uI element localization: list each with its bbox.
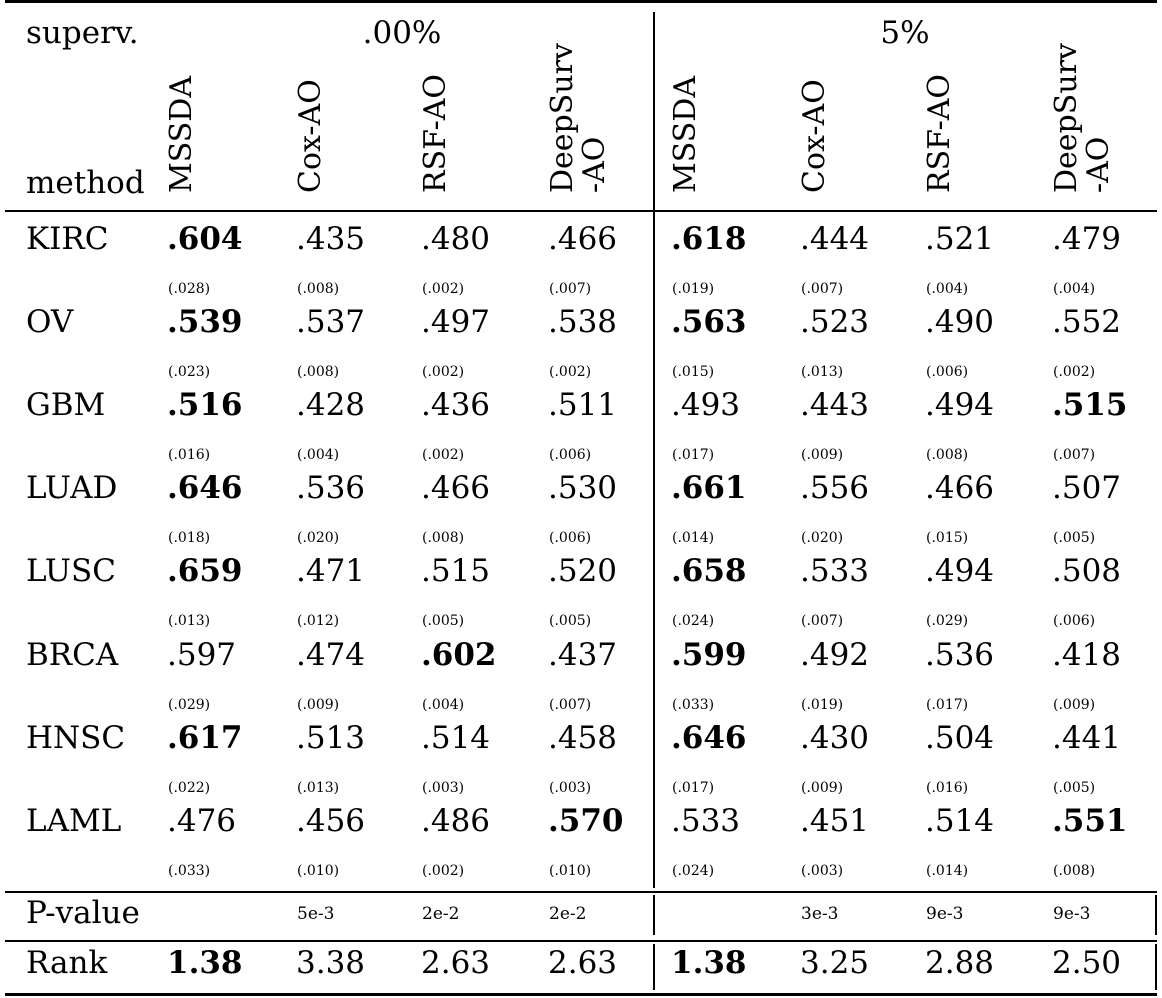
group-separator xyxy=(653,12,655,888)
value-cell: .428 xyxy=(296,387,366,424)
rank-cell: 3.38 xyxy=(296,945,366,981)
value-cell: .494 xyxy=(925,553,995,590)
value-cell: .659 xyxy=(167,553,243,590)
value-cell: .523 xyxy=(800,304,870,341)
std-cell: (.007) xyxy=(549,281,592,297)
std-cell: (.020) xyxy=(801,530,844,547)
rank-cell: 2.50 xyxy=(1052,945,1122,981)
rank-cell: 2.63 xyxy=(421,945,491,981)
std-cell: (.023) xyxy=(168,364,211,381)
value-cell: .476 xyxy=(167,802,237,839)
std-cell: (.010) xyxy=(549,862,592,879)
std-cell: (.016) xyxy=(926,779,969,796)
std-cell: (.007) xyxy=(801,281,844,297)
std-cell: (.016) xyxy=(168,447,211,464)
value-cell: .466 xyxy=(548,221,618,257)
superv-label: superv. xyxy=(26,15,139,51)
std-cell: (.005) xyxy=(422,613,465,630)
std-cell: (.002) xyxy=(549,364,592,381)
value-cell: .514 xyxy=(421,719,491,756)
pvalue-cell: 2e-2 xyxy=(422,904,460,924)
method-header-rsfao-g0 xyxy=(420,74,452,193)
std-cell: (.022) xyxy=(168,779,211,796)
std-cell: (.009) xyxy=(801,779,844,796)
method-header-mssda-g1 xyxy=(670,76,702,193)
value-cell: .444 xyxy=(800,221,870,257)
std-cell: (.005) xyxy=(1053,530,1096,547)
value-cell: .456 xyxy=(296,802,366,839)
value-cell: .602 xyxy=(421,636,497,673)
std-cell: (.024) xyxy=(672,862,715,879)
method-header-line: MSSDA xyxy=(164,75,199,193)
std-cell: (.017) xyxy=(926,696,969,713)
std-cell: (.017) xyxy=(672,779,715,796)
method-header-deepsurvao-g1 xyxy=(1051,43,1114,193)
value-cell: .458 xyxy=(548,719,618,756)
value-cell: .533 xyxy=(671,802,741,839)
method-label: method xyxy=(26,165,145,201)
row-label-luad: LUAD xyxy=(26,470,118,507)
std-cell: (.005) xyxy=(1053,779,1096,796)
row-label-kirc: KIRC xyxy=(26,221,109,257)
bottom-rule xyxy=(5,993,1157,996)
value-cell: .493 xyxy=(671,387,741,424)
value-cell: .552 xyxy=(1052,304,1122,341)
value-cell: .520 xyxy=(548,553,618,590)
rank-cell: 2.63 xyxy=(548,945,618,981)
row-label-lusc: LUSC xyxy=(26,553,116,590)
value-cell: .597 xyxy=(167,636,237,673)
value-cell: .533 xyxy=(800,553,870,590)
pvalue-label: P-value xyxy=(26,895,140,931)
method-header-coxao-g0 xyxy=(295,79,327,193)
value-cell: .497 xyxy=(421,304,491,341)
method-header-line: MSSDA xyxy=(668,75,703,193)
std-cell: (.014) xyxy=(672,530,715,547)
std-cell: (.019) xyxy=(672,281,715,297)
rank-cell: 1.38 xyxy=(167,945,243,981)
value-cell: .466 xyxy=(421,470,491,507)
value-cell: .511 xyxy=(548,387,618,424)
std-cell: (.028) xyxy=(168,281,211,297)
value-cell: .537 xyxy=(296,304,366,341)
std-cell: (.029) xyxy=(168,696,211,713)
rank-label: Rank xyxy=(26,945,108,981)
std-cell: (.013) xyxy=(297,779,340,796)
std-cell: (.014) xyxy=(926,862,969,879)
std-cell: (.006) xyxy=(549,447,592,464)
value-cell: .441 xyxy=(1052,719,1122,756)
value-cell: .536 xyxy=(925,636,995,673)
std-cell: (.002) xyxy=(422,281,465,297)
std-cell: (.033) xyxy=(168,862,211,879)
value-cell: .536 xyxy=(296,470,366,507)
method-header-line: -AO xyxy=(1080,136,1116,193)
value-cell: .430 xyxy=(800,719,870,756)
value-cell: .599 xyxy=(671,636,747,673)
std-cell: (.007) xyxy=(549,696,592,713)
pvalue-cell: 9e-3 xyxy=(1053,904,1091,924)
value-cell: .515 xyxy=(421,553,491,590)
row-label-ov: OV xyxy=(26,304,74,341)
std-cell: (.020) xyxy=(297,530,340,547)
value-cell: .661 xyxy=(671,470,747,507)
std-cell: (.005) xyxy=(549,613,592,630)
value-cell: .521 xyxy=(925,221,995,257)
std-cell: (.004) xyxy=(1053,281,1096,297)
value-cell: .435 xyxy=(296,221,366,257)
value-cell: .658 xyxy=(671,553,747,590)
pvalue-cell: 2e-2 xyxy=(549,904,587,924)
value-cell: .570 xyxy=(548,802,624,839)
value-cell: .515 xyxy=(1052,387,1128,424)
std-cell: (.007) xyxy=(801,613,844,630)
std-cell: (.002) xyxy=(1053,364,1096,381)
value-cell: .492 xyxy=(800,636,870,673)
std-cell: (.019) xyxy=(801,696,844,713)
group-separator-rank xyxy=(653,944,655,990)
row-label-gbm: GBM xyxy=(26,387,106,424)
pvalue-cell: 3e-3 xyxy=(801,904,839,924)
std-cell: (.008) xyxy=(926,447,969,464)
value-cell: .563 xyxy=(671,304,747,341)
std-cell: (.029) xyxy=(926,613,969,630)
value-cell: .443 xyxy=(800,387,870,424)
method-header-line: RSF-AO xyxy=(418,73,453,193)
value-cell: .508 xyxy=(1052,553,1122,590)
method-header-rsfao-g1 xyxy=(924,74,956,193)
method-header-line: -AO xyxy=(576,136,612,193)
group-header-0: .00% xyxy=(362,15,442,51)
group-header-1: 5% xyxy=(880,15,930,51)
value-cell: .490 xyxy=(925,304,995,341)
right-border-rank xyxy=(1155,944,1157,990)
std-cell: (.006) xyxy=(549,530,592,547)
value-cell: .474 xyxy=(296,636,366,673)
rank-rule xyxy=(5,940,1157,942)
header-rule xyxy=(5,210,1157,212)
std-cell: (.008) xyxy=(1053,862,1096,879)
value-cell: .556 xyxy=(800,470,870,507)
std-cell: (.008) xyxy=(297,281,340,297)
std-cell: (.008) xyxy=(297,364,340,381)
std-cell: (.008) xyxy=(422,530,465,547)
std-cell: (.024) xyxy=(672,613,715,630)
method-header-line: DeepSurv xyxy=(1049,43,1084,193)
method-header-line: Cox-AO xyxy=(293,79,328,193)
value-cell: .437 xyxy=(548,636,618,673)
value-cell: .617 xyxy=(167,719,243,756)
std-cell: (.003) xyxy=(422,779,465,796)
std-cell: (.006) xyxy=(926,364,969,381)
pvalue-rule xyxy=(5,891,1157,893)
std-cell: (.033) xyxy=(672,696,715,713)
method-header-line: Cox-AO xyxy=(797,79,832,193)
std-cell: (.009) xyxy=(297,696,340,713)
value-cell: .471 xyxy=(296,553,366,590)
std-cell: (.017) xyxy=(672,447,715,464)
value-cell: .466 xyxy=(925,470,995,507)
value-cell: .514 xyxy=(925,802,995,839)
value-cell: .513 xyxy=(296,719,366,756)
value-cell: .480 xyxy=(421,221,491,257)
value-cell: .436 xyxy=(421,387,491,424)
std-cell: (.004) xyxy=(297,447,340,464)
std-cell: (.007) xyxy=(1053,447,1096,464)
std-cell: (.013) xyxy=(801,364,844,381)
std-cell: (.006) xyxy=(1053,613,1096,630)
std-cell: (.015) xyxy=(672,364,715,381)
value-cell: .551 xyxy=(1052,802,1128,839)
std-cell: (.002) xyxy=(422,364,465,381)
method-header-coxao-g1 xyxy=(799,79,831,193)
value-cell: .646 xyxy=(671,719,747,756)
std-cell: (.010) xyxy=(297,862,340,879)
value-cell: .604 xyxy=(167,221,243,257)
value-cell: .646 xyxy=(167,470,243,507)
row-label-hnsc: HNSC xyxy=(26,719,126,756)
top-rule xyxy=(5,0,1157,3)
value-cell: .618 xyxy=(671,221,747,257)
pvalue-cell: 9e-3 xyxy=(926,904,964,924)
value-cell: .539 xyxy=(167,304,243,341)
std-cell: (.012) xyxy=(297,613,340,630)
std-cell: (.004) xyxy=(926,281,969,297)
value-cell: .516 xyxy=(167,387,243,424)
row-label-brca: BRCA xyxy=(26,636,119,673)
std-cell: (.013) xyxy=(168,613,211,630)
pvalue-cell: 5e-3 xyxy=(297,904,335,924)
value-cell: .504 xyxy=(925,719,995,756)
value-cell: .530 xyxy=(548,470,618,507)
method-header-line: RSF-AO xyxy=(922,73,957,193)
value-cell: .486 xyxy=(421,802,491,839)
method-header-mssda-g0 xyxy=(166,76,198,193)
std-cell: (.003) xyxy=(801,862,844,879)
value-cell: .507 xyxy=(1052,470,1122,507)
value-cell: .494 xyxy=(925,387,995,424)
right-border-pvalue xyxy=(1155,895,1157,935)
std-cell: (.004) xyxy=(422,696,465,713)
rank-cell: 1.38 xyxy=(671,945,747,981)
value-cell: .451 xyxy=(800,802,870,839)
std-cell: (.002) xyxy=(422,862,465,879)
std-cell: (.003) xyxy=(549,779,592,796)
group-separator-pvalue xyxy=(653,895,655,935)
method-header-line: DeepSurv xyxy=(545,43,580,193)
std-cell: (.009) xyxy=(801,447,844,464)
std-cell: (.015) xyxy=(926,530,969,547)
std-cell: (.018) xyxy=(168,530,211,547)
value-cell: .418 xyxy=(1052,636,1122,673)
value-cell: .538 xyxy=(548,304,618,341)
row-label-laml: LAML xyxy=(26,802,122,839)
rank-cell: 2.88 xyxy=(925,945,995,981)
std-cell: (.002) xyxy=(422,447,465,464)
value-cell: .479 xyxy=(1052,221,1122,257)
std-cell: (.009) xyxy=(1053,696,1096,713)
rank-cell: 3.25 xyxy=(800,945,870,981)
method-header-deepsurvao-g0 xyxy=(547,43,610,193)
